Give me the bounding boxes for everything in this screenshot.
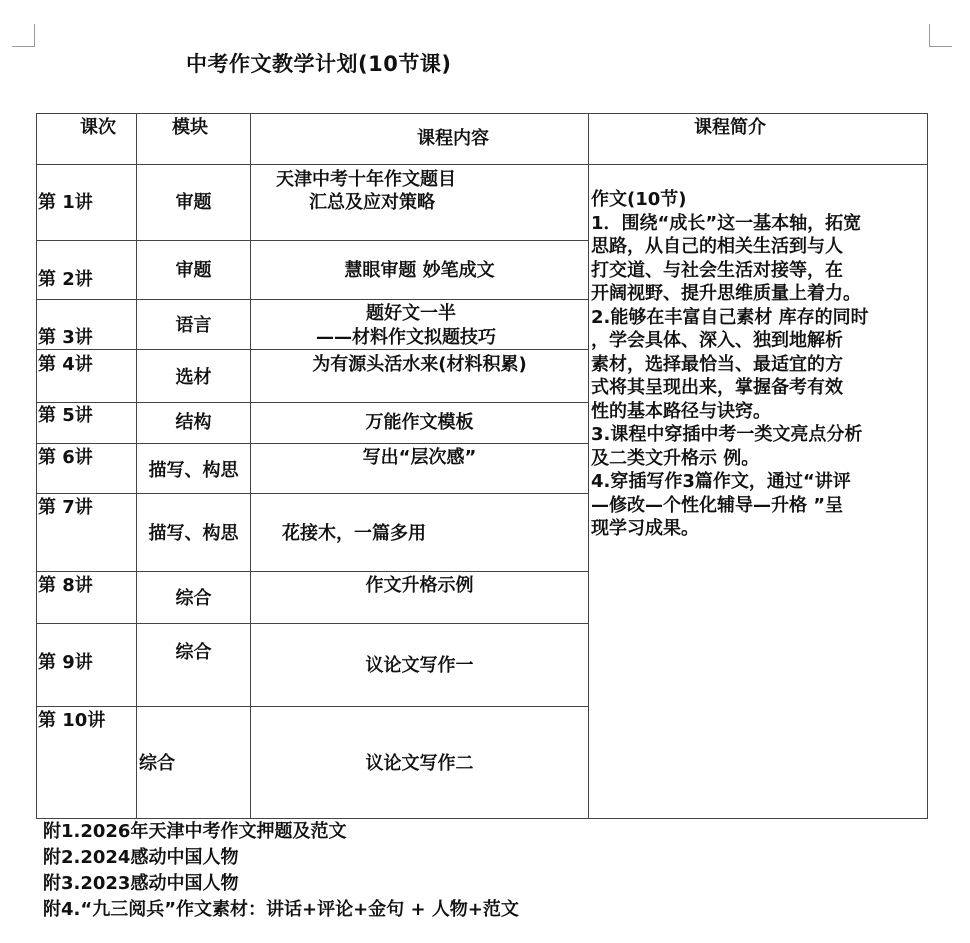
module-cell: 结构	[175, 412, 212, 433]
lesson-cell: 第 2讲	[38, 269, 93, 290]
module-cell: 描写、构思	[148, 523, 239, 544]
content-cell: ——材料作文拟题技巧	[316, 327, 496, 348]
module-cell: 审题	[175, 192, 212, 213]
summary-line: 1．围绕“成长”这一基本轴，拓宽	[591, 212, 862, 234]
summary-line: 素材，选择最恰当、最适宜的方	[591, 353, 843, 375]
appendix-item: 附1.2026年天津中考作文押题及范文	[43, 821, 347, 842]
content-cell: 题好文一半	[366, 303, 456, 324]
content-cell: 汇总及应对策略	[309, 192, 435, 213]
summary-line: 2.能够在丰富自己素材 库存的同时	[591, 306, 869, 328]
appendix-list	[43, 819, 519, 923]
summary-line: 打交道、与社会生活对接等，在	[591, 259, 843, 281]
summary-line: 现学习成果。	[591, 518, 699, 539]
module-cell: 审题	[175, 260, 212, 281]
content-cell: 作文升格示例	[365, 575, 474, 596]
module-cell: 选材	[175, 367, 212, 388]
content-cell: 花接木，一篇多用	[282, 523, 426, 544]
content-cell: 万能作文模板	[365, 412, 474, 433]
corner-mark-top-left	[12, 24, 35, 47]
summary-line: 3.课程中穿插中考一类文亮点分析	[591, 424, 863, 445]
module-cell: 语言	[175, 315, 212, 336]
corner-mark-top-right	[929, 24, 952, 47]
appendix-item: 附3.2023感动中国人物	[43, 873, 239, 894]
module-cell: 综合	[139, 753, 175, 774]
header-content: 课程内容	[417, 128, 489, 149]
content-cell: 议论文写作一	[365, 655, 474, 676]
content-cell: 为有源头活水来(材料积累)	[312, 354, 527, 375]
summary-line: 作文(10节)	[591, 189, 687, 210]
content-cell: 写出“层次感”	[362, 447, 477, 468]
page-title: 中考作文教学计划(10节课)	[186, 52, 452, 76]
summary-line: 开阔视野、提升思维质量上着力。	[591, 283, 861, 304]
content-cell: 天津中考十年作文题目	[276, 169, 456, 190]
appendix-item: 附4.“九三阅兵”作文素材：讲话+评论+金句 + 人物+范文	[43, 899, 519, 920]
course-summary	[591, 188, 925, 541]
module-cell: 描写、构思	[148, 460, 239, 481]
summary-line: 性的基本路径与诀窍。	[591, 400, 771, 422]
content-cell: 议论文写作二	[365, 753, 474, 774]
summary-line: —修改—个性化辅导—升格 ”呈	[591, 494, 844, 516]
summary-line: ，学会具体、深入、独到地解析	[591, 330, 843, 351]
lesson-cell: 第 8讲	[38, 575, 93, 596]
appendix-item: 附2.2024感动中国人物	[43, 847, 239, 868]
header-lesson: 课次	[80, 117, 116, 138]
lesson-cell: 第 1讲	[38, 192, 93, 213]
lesson-cell: 第 5讲	[38, 405, 93, 426]
lesson-cell: 第 4讲	[38, 354, 93, 375]
summary-line: 4.穿插写作3篇作文，通过“讲评	[591, 471, 851, 492]
lesson-cell: 第 7讲	[38, 497, 93, 518]
lesson-cell: 第 9讲	[38, 652, 93, 673]
summary-line: 及二类文升格示 例。	[591, 447, 760, 469]
module-cell: 综合	[175, 642, 212, 663]
header-module: 模块	[172, 117, 208, 138]
summary-line: 式将其呈现出来，掌握备考有效	[591, 377, 843, 398]
lesson-cell: 第 3讲	[38, 327, 93, 348]
lesson-cell: 第 6讲	[38, 447, 93, 468]
header-summary: 课程简介	[694, 117, 766, 138]
lesson-cell: 第 10讲	[38, 710, 106, 731]
content-cell: 慧眼审题 妙笔成文	[344, 260, 495, 281]
module-cell: 综合	[175, 588, 212, 609]
summary-line: 思路，从自己的相关生活到与人	[591, 236, 843, 257]
